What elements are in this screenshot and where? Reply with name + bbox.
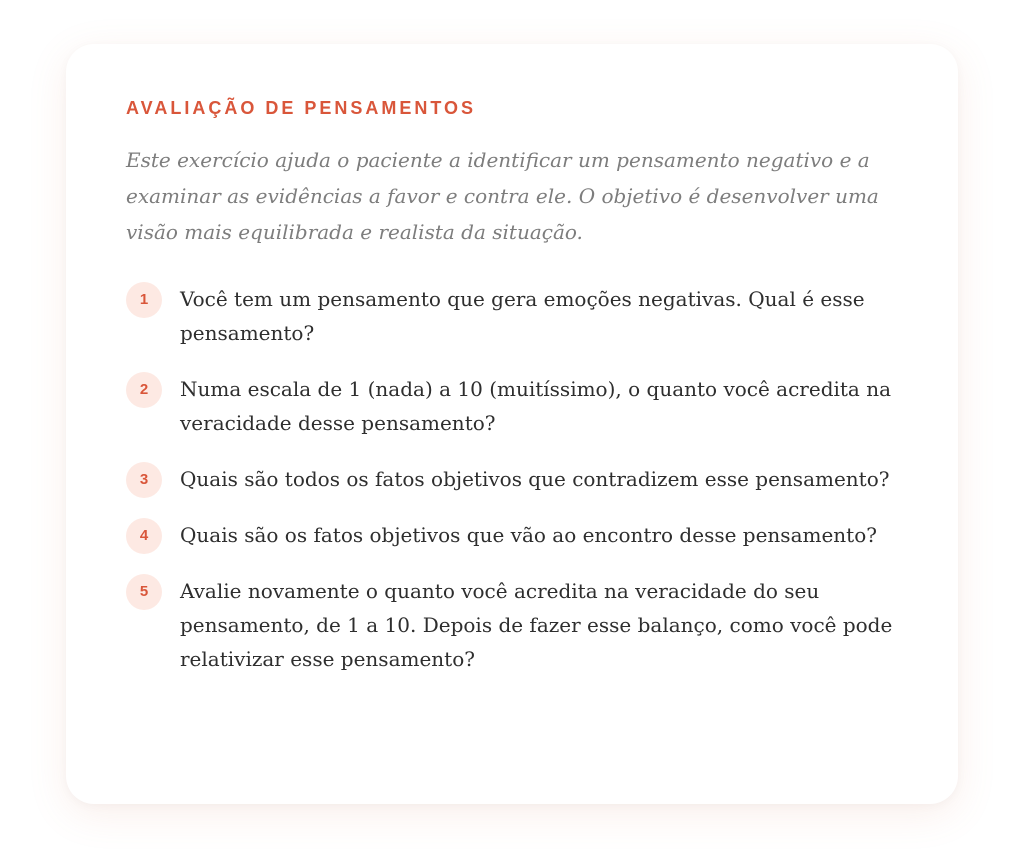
section-title: AVALIAÇÃO DE PENSAMENTOS (126, 98, 477, 118)
step-text: Numa escala de 1 (nada) a 10 (muitíssimo), o quanto você acredita na veracidade desse pensamento? (180, 377, 892, 435)
step-item (126, 518, 906, 552)
step-number-badge: 3 (126, 462, 162, 498)
step-number-badge: 5 (126, 574, 162, 610)
intro-paragraph: Este exercício ajuda o paciente a identificar um pensamento negativo e a examinar as evidências a favor e contra ele. O objetivo é desenvolver uma visão mais equilibrada e realista da situação. (126, 148, 879, 244)
step-text: Quais são todos os fatos objetivos que contradizem esse pensamento? (180, 467, 890, 491)
step-item (126, 282, 906, 350)
step-text: Avalie novamente o quanto você acredita na veracidade do seu pensamento, de 1 a 10. Depois de fazer esse balanço, como você pode relativizar esse pensamento? (180, 579, 893, 671)
step-number-badge: 2 (126, 372, 162, 408)
step-item (126, 574, 906, 676)
step-item (126, 462, 906, 496)
step-number-badge: 1 (126, 282, 162, 318)
step-text: Quais são os fatos objetivos que vão ao encontro desse pensamento? (180, 523, 877, 547)
step-text: Você tem um pensamento que gera emoções negativas. Qual é esse pensamento? (180, 287, 865, 345)
exercise-card (66, 44, 958, 804)
step-item (126, 372, 906, 440)
steps-list (126, 282, 906, 698)
step-number-badge: 4 (126, 518, 162, 554)
